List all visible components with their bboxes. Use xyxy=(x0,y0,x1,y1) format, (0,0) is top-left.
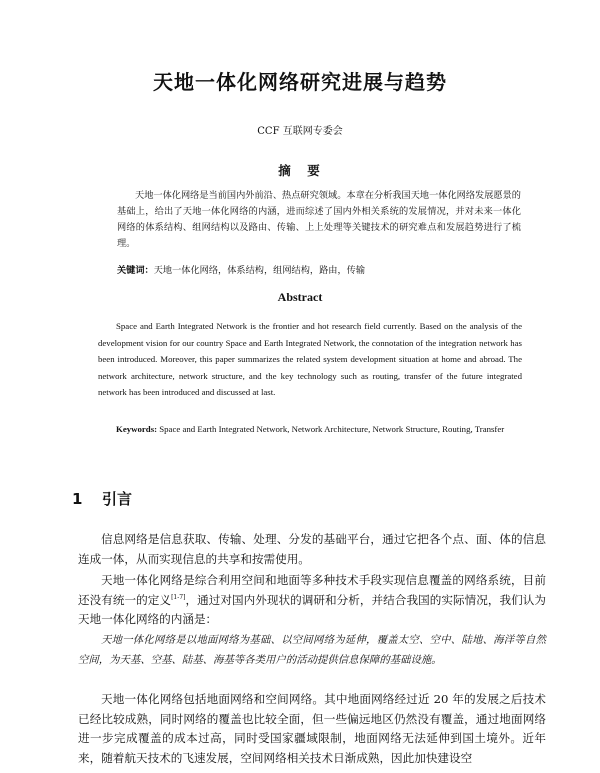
keywords-en-text: Space and Earth Integrated Network, Network Architecture, Network Structure, Routing, Transfer xyxy=(159,424,505,434)
paragraph-2 xyxy=(78,571,546,630)
abstract-cn-heading: 摘 要 xyxy=(278,163,322,178)
abstract-en-heading: Abstract xyxy=(277,290,323,304)
keywords-en-label: Keywords: xyxy=(116,424,158,434)
paragraph-2-a: 天地一体化网络是综合利用空间和地面等多种技术手段实现信息覆盖的网络系统，目前还没有统一的定义 xyxy=(78,573,546,607)
keywords-cn-label: 关键词： xyxy=(117,265,154,276)
citation-ref: [1-7] xyxy=(171,593,186,601)
section-number: 1 xyxy=(72,490,83,508)
paragraph-1: 信息网络是信息获取、传输、处理、分发的基础平台，通过它把各个点、面、体的信息连成一体，从而实现信息的共享和按需使用。 xyxy=(78,532,546,566)
keywords-en xyxy=(98,420,522,439)
section-heading xyxy=(72,488,132,509)
paragraph-2-b: ，通过对国内外现状的调研和分析，并结合我国的实际情况，我们认为天地一体化网络的内涵是： xyxy=(78,592,546,626)
section-title: 引言 xyxy=(102,490,133,508)
keywords-cn xyxy=(117,262,521,276)
paper-title: 天地一体化网络研究进展与趋势 xyxy=(153,70,447,94)
abstract-cn-body: 天地一体化网络是当前国内外前沿、热点研究领域。本章在分析我国天地一体化网络发展愿景的基础上，给出了天地一体化网络的内涵，进而综述了国内外相关系统的发展情况，并对未来一体化网络的体系结构、组网结构以及路由、传输、上上处理等关键技术的研究难点和发展趋势进行了梳理。 xyxy=(117,190,521,249)
abstract-en-body: Space and Earth Integrated Network is the frontier and hot research field currently. Based on the analysis of the development vision for our country Space and Earth Integrated Network, the connotation of the integration network has been introduced. Moreover, this paper summarizes the related system development situation at home and abroad. The network architecture, network structure, and the key technology such as routing, transfer of the future integrated network has been introduced and discussed at last. xyxy=(98,321,522,398)
definition-quote: 天地一体化网络是以地面网络为基础、以空间网络为延伸，覆盖太空、空中、陆地、海洋等自然空间，为天基、空基、陆基、海基等各类用户的活动提供信息保障的基础设施。 xyxy=(78,634,546,666)
author-line: CCF 互联网专委会 xyxy=(257,126,343,137)
paragraph-3: 天地一体化网络包括地面网络和空间网络。其中地面网络经过近 20 年的发展之后技术已经比较成熟，同时网络的覆盖也比较全面，但一些偏远地区仍然没有覆盖，通过地面网络进一步完成覆盖的成本过高，同时受国家疆域限制，地面网络无法延伸到国土境外。近年来，随着航天技术的飞速发展，空间网络相关技术日渐成熟，因此加快建设空 xyxy=(78,692,546,765)
keywords-cn-text: 天地一体化网络，体系结构，组网结构，路由，传输 xyxy=(153,265,366,276)
